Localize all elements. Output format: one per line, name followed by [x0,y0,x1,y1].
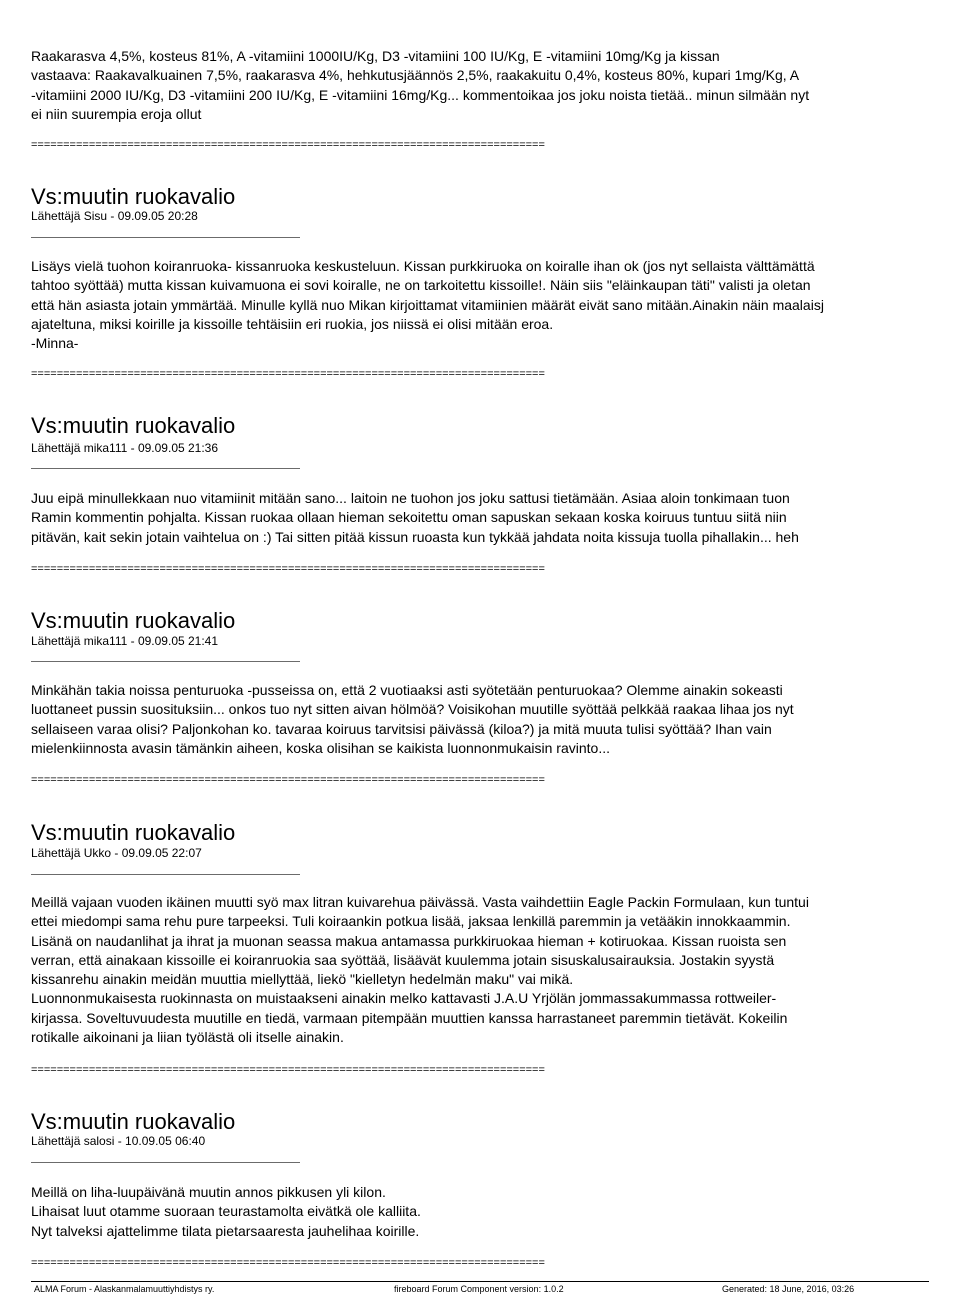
post-separator: ================================================================================ [31,774,545,786]
text-line: Meillä on liha-luupäivänä muutin annos pikkusen yli kilon. [31,1184,386,1200]
text-line: Luonnonmukaisesta ruokinnasta on muistaakseni ainakin melko kattavasti J.A.U Yrjölän jommassakummassa rottweiler- [31,990,777,1007]
text-line: Juu eipä minullekkaan nuo vitamiinit mitään sano... laitoin ne tuohon jos joku sattusi tietämään. Asiaa aloin tonkimaan tuon [31,490,790,506]
text-line: tahtoo syöttää) mutta kissan kuivamuona ei sovi koiralle, ne on tarkoitettu kissoille!. Näin siis "eläinkaupan täti" valisti ja oletan [31,277,811,294]
post-divider [31,874,300,875]
text-line: vastaava: Raakavalkuainen 7,5%, raakarasva 4%, hehkutusjäännös 2,5%, raakakuitu 0,4%, kosteus 80%, kupari 1mg/Kg, A [31,67,800,84]
footer-generated-date: Generated: 18 June, 2016, 03:26 [722,1284,855,1294]
post-body [31,489,958,547]
post-title: Vs:muutin ruokavalio [31,608,236,633]
text-line: -vitamiini 2000 IU/Kg, D3 -vitamiini 200 IU/Kg, E -vitamiini 16mg/Kg... kommentoikaa jos joku noista tietää.. minun silmään nyt [31,86,810,103]
post-title: Vs:muutin ruokavalio [31,1109,236,1134]
post-divider [31,1162,300,1163]
footer-rule [31,1281,929,1282]
text-line: kissanrehu ainakin meidän muuttia miellyttää, liekö "kielletyn hedelmän maku" vai mikä. [31,971,574,988]
footer-component-version: fireboard Forum Component version: 1.0.2 [394,1284,564,1294]
text-line: että hän asiasta jotain ymmärtää. Minulle kyllä nuo Mikan kirjoittamat vitamiinien määrät eivät sano mitään.Ainakin näin maalaisj [31,296,824,313]
post-meta: Lähettäjä Ukko - 09.09.05 22:07 [31,846,202,860]
post-divider [31,237,300,238]
post-divider [31,468,300,469]
text-line: Lihaisat luut otamme suoraan teurastamolta eivätkä ole kalliita. [31,1203,421,1220]
text-line: ettei miedompi sama rehu pure tarpeeksi. Tuli koiraankin potkua lisää, jaksaa lenkillä paremmin ja vetääkin innokkaammin. [31,913,791,930]
post-divider [31,661,300,662]
post-meta: Lähettäjä salosi - 10.09.05 06:40 [31,1134,206,1148]
post-separator: ================================================================================ [31,563,545,575]
text-line: Lisäys vielä tuohon koiranruoka- kissanruoka keskusteluun. Kissan purkkiruoka on koiralle ihan ok (jos nyt sellaista välttämättä [31,258,815,274]
post-separator: ================================================================================ [31,1064,545,1076]
post-meta: Lähettäjä mika111 - 09.09.05 21:36 [31,441,219,455]
post-separator: ================================================================================ [31,139,545,151]
footer-site-name: ALMA Forum - Alaskanmalamuuttiyhdistys ry. [34,1284,215,1294]
post-title: Vs:muutin ruokavalio [31,184,236,209]
text-line: mielenkiinnosta avasin tämänkin aiheen, koska olisihan se kaikista luonnonmukaisin ravinto... [31,739,610,756]
text-line: luottaneet pussin suosituksiin... onkos tuo nyt sitten aivan hölmöä? Voisikohan muutille syöttää pelkkää raakaa lihaa jos nyt [31,701,794,718]
post-body [31,1183,958,1241]
text-line: -Minna- [31,335,79,352]
text-line: Lisänä on naudanlihat ja ihrat ja muonan seassa makua antamassa purkkiruokaa hieman + kotiruokaa. Kissan ruoista sen [31,932,787,949]
text-line: pitävän, kait sekin jotain vaihtelua on :) Tai sitten pitää kissun ruoasta kun tykkää jahdata noita kissuja tuolla pihallakin... heh [31,528,799,545]
text-line: Minkähän takia noissa penturuoka -pusseissa on, että 2 vuotiaaksi asti syötetään penturuokaa? Olemme ainakin sokeasti [31,682,783,698]
post-body [31,893,958,1047]
text-line: ei niin suurempia eroja ollut [31,105,202,122]
intro-post-body [31,47,958,124]
post-separator: ================================================================================ [31,368,545,380]
post-body [31,681,958,758]
post-title: Vs:muutin ruokavalio [31,820,236,845]
text-line: rotikalle aikoinani ja liian työlästä oli itselle ainakin. [31,1029,344,1046]
post-meta: Lähettäjä Sisu - 09.09.05 20:28 [31,209,198,223]
post-title: Vs:muutin ruokavalio [31,413,236,438]
text-line: ajateltuna, miksi koirille ja kissoille tehtäisiin eri ruokia, jos niissä ei olisi mitään eroa. [31,315,554,332]
text-line: verran, että ainakaan kissoille ei koiranruokia saa syöttää, lisäävät kuulemma jotain sisuskalusairauksia. Jostakin syystä [31,951,775,968]
text-line: Ramin kommentin pohjalta. Kissan ruokaa ollaan hieman sekoitettu oman sapuskan sekaan koska koiruus tuntuu siitä niin [31,509,787,526]
text-line: Meillä vajaan vuoden ikäinen muutti syö max litran kuivarehua päivässä. Vasta vaihdettiin Eagle Packin Formulaan, kun tuntui [31,894,809,910]
post-body [31,257,958,353]
post-meta: Lähettäjä mika111 - 09.09.05 21:41 [31,634,219,648]
text-line: Nyt talveksi ajattelimme tilata pietarsaaresta jauhelihaa koirille. [31,1222,420,1239]
text-line: sellaiseen varaa olisi? Paljonkohan ko. tavaraa koiruus tarvitsisi päivässä (kiloa?) ja mitä muuta tulisi syöttää? Ihan vain [31,720,772,737]
post-separator: ================================================================================ [31,1257,545,1269]
text-line: kirjassa. Soveltuvuudesta muutille en tiedä, varmaan pitempään muuttien kanssa harrastaneet paremmin tietävät. Kokeilin [31,1009,788,1026]
text-line: Raakarasva 4,5%, kosteus 81%, A -vitamiini 1000IU/Kg, D3 -vitamiini 100 IU/Kg, E -vitamiini 10mg/Kg ja kissan [31,48,720,64]
